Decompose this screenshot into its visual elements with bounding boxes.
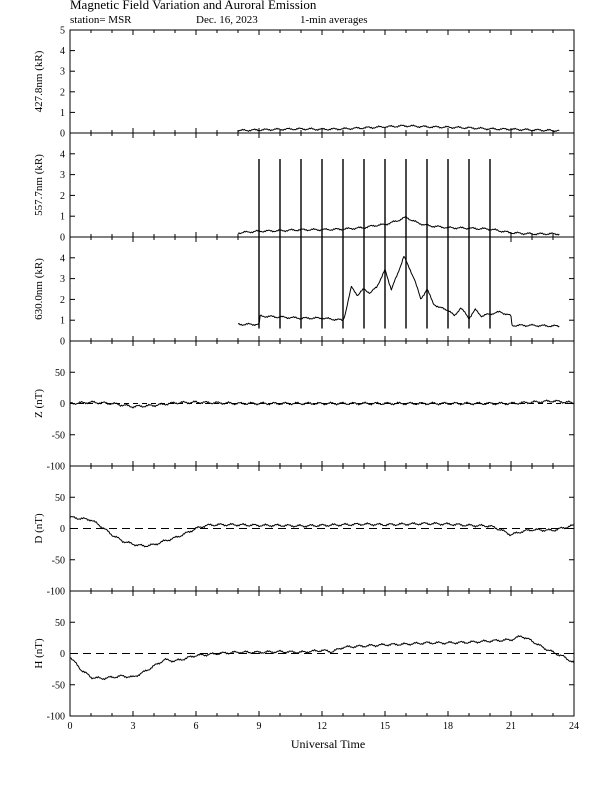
x-tick-label: 21	[506, 721, 516, 732]
y-tick-label: 0	[60, 399, 65, 410]
x-tick-label: 18	[443, 721, 453, 732]
y-tick-label: 2	[60, 294, 65, 306]
panel-pD	[33, 466, 574, 598]
averaging-label: 1-min averages	[300, 14, 368, 26]
y-tick-label: 4	[60, 253, 65, 265]
y-tick-label: -50	[51, 555, 65, 567]
y-tick-label: 3	[60, 170, 65, 182]
x-tick-label: 3	[130, 721, 136, 732]
y-tick-label: 4	[60, 149, 65, 161]
y-tick-label: 3	[60, 66, 65, 78]
y-tick-label: 2	[60, 190, 65, 202]
y-tick-label: 1	[60, 107, 65, 119]
x-tick-label: 15	[380, 721, 390, 732]
x-tick-label: 24	[569, 721, 579, 732]
series-line	[70, 636, 574, 680]
y-tick-label: 0	[60, 524, 65, 535]
series-line	[70, 517, 574, 547]
y-axis-label: H (nT)	[33, 638, 45, 669]
x-axis-title: Universal Time	[290, 737, 366, 751]
panels-group	[33, 26, 579, 733]
y-tick-label: -100	[46, 586, 65, 598]
chart-title: Magnetic Field Variation and Auroral Emission	[70, 0, 317, 12]
y-tick-label: 3	[60, 274, 65, 286]
x-tick-label: 12	[317, 721, 327, 732]
panel-frame	[70, 30, 574, 133]
y-axis-label: 557.7nm (kR)	[33, 154, 45, 216]
y-tick-label: -50	[51, 430, 65, 442]
y-tick-label: 1	[60, 211, 65, 223]
y-tick-label: -100	[46, 461, 65, 473]
y-tick-label: 50	[55, 492, 65, 504]
panel-pH	[33, 591, 579, 732]
y-axis-label: D (nT)	[33, 513, 45, 544]
y-tick-label: 4	[60, 46, 65, 58]
x-tick-label: 6	[193, 721, 199, 732]
y-axis-label: Z (nT)	[33, 388, 45, 419]
panel-pZ	[33, 341, 574, 473]
y-tick-label: 50	[55, 367, 65, 379]
series-line	[238, 256, 559, 326]
x-tick-label: 9	[256, 721, 262, 732]
y-tick-label: 1	[60, 315, 65, 327]
y-axis-label: 630.0nm (kR)	[33, 258, 45, 320]
y-tick-label: 0	[60, 128, 65, 140]
panel-p4278	[33, 26, 574, 140]
panel-p6300	[33, 237, 574, 348]
y-tick-label: 0	[60, 649, 65, 660]
date-label: Dec. 16, 2023	[196, 14, 258, 26]
station-label: station= MSR	[70, 14, 132, 26]
panel-p5577	[33, 133, 574, 244]
y-tick-label: 50	[55, 617, 65, 629]
x-tick-label: 0	[67, 721, 73, 732]
y-tick-label: 0	[60, 336, 65, 348]
y-tick-label: 0	[60, 232, 65, 244]
y-tick-label: 2	[60, 87, 65, 99]
y-tick-label: 5	[60, 25, 65, 37]
y-axis-label: 427.8nm (kR)	[33, 50, 45, 113]
y-tick-label: -50	[51, 680, 65, 692]
y-tick-label: -100	[46, 711, 65, 723]
